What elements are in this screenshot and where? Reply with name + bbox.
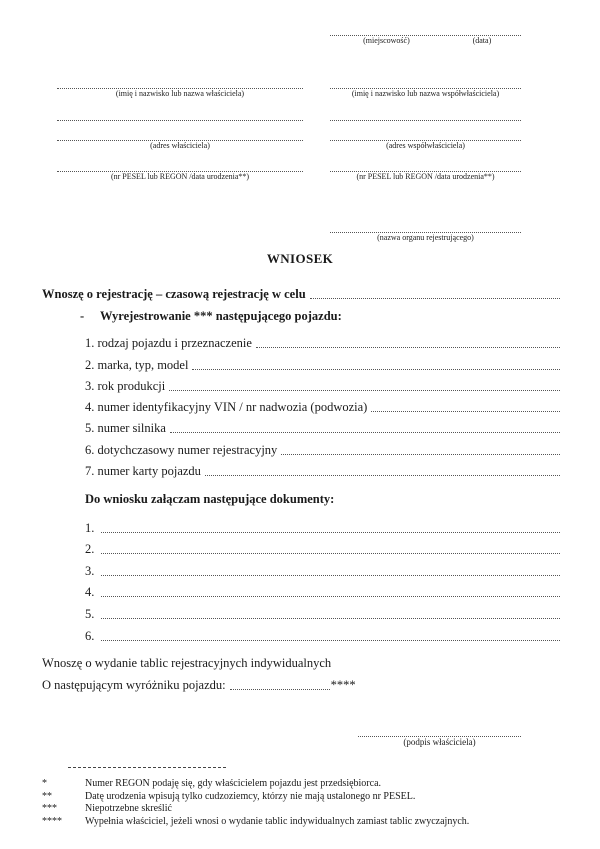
attachment-line-1[interactable]	[101, 532, 560, 533]
request-intro-row	[42, 287, 560, 302]
vehicle-field-row	[85, 373, 560, 394]
vehicle-field-row	[85, 436, 560, 457]
footnote-text: Niepotrzebne skreślić	[85, 803, 172, 815]
owner-id-label: (nr PESEL lub REGON /data urodzenia**)	[110, 172, 250, 181]
vehicle-field-line-4[interactable]	[371, 411, 560, 412]
footnote-marker: ***	[42, 803, 57, 815]
request-purpose-line[interactable]	[310, 298, 560, 299]
attachment-number: 4.	[85, 585, 95, 600]
footnote-marker: **	[42, 790, 52, 802]
subitem-text: Wyrejestrowanie *** następującego pojazdu:	[100, 309, 342, 323]
owner-id-line[interactable]	[57, 165, 303, 172]
attachment-row	[85, 600, 560, 622]
owner-address-line-1[interactable]	[57, 114, 303, 121]
owner-block	[57, 82, 303, 182]
attachment-line-3[interactable]	[101, 575, 560, 576]
vehicle-field-line-5[interactable]	[170, 432, 560, 433]
plates-request-line2	[42, 678, 356, 693]
vehicle-field-row	[85, 458, 560, 479]
vehicle-field-label: 4. numer identyfikacyjny VIN / nr nadwozia (podwozia)	[85, 400, 368, 415]
owner-address-label: (adres właściciela)	[150, 141, 210, 150]
place-label: (miejscowość)	[363, 36, 410, 45]
page-title: WNIOSEK	[266, 251, 334, 266]
vehicle-field-label: 6. dotychczasowy numer rejestracyjny	[85, 442, 278, 457]
footnote-separator	[68, 767, 226, 768]
vehicle-field-label: 7. numer karty pojazdu	[85, 464, 201, 479]
plates-request-line1: Wnoszę o wydanie tablic rejestracyjnych indywidualnych	[42, 656, 332, 670]
vehicle-field-line-7[interactable]	[205, 475, 560, 476]
vehicle-field-label: 5. numer silnika	[85, 421, 166, 436]
attachment-line-6[interactable]	[101, 640, 560, 641]
date-label: (data)	[472, 36, 492, 45]
footnotes	[42, 778, 564, 829]
attachment-number: 6.	[85, 628, 95, 643]
co-owner-id-line[interactable]	[330, 165, 521, 172]
authority-block	[330, 226, 521, 243]
signature-label: (podpis właściciela)	[403, 737, 476, 747]
attachment-number: 3.	[85, 563, 95, 578]
footnote-row	[42, 791, 564, 804]
footnote-marker: ****	[42, 816, 62, 828]
attachment-number: 5.	[85, 606, 95, 621]
plates-request-label: O następującym wyróżniku pojazdu:	[42, 678, 226, 692]
attachment-row	[85, 557, 560, 579]
authority-line[interactable]	[330, 226, 521, 233]
vehicle-field-line-1[interactable]	[256, 347, 560, 348]
vehicle-field-line-6[interactable]	[281, 454, 560, 455]
attachment-line-5[interactable]	[101, 618, 560, 619]
co-owner-block	[330, 82, 521, 182]
attachment-line-4[interactable]	[101, 596, 560, 597]
footnote-row	[42, 816, 564, 829]
attachment-row	[85, 514, 560, 536]
vehicle-field-row	[85, 394, 560, 415]
co-owner-address-label: (adres współwłaściciela)	[386, 141, 465, 150]
authority-label: (nazwa organu rejestrującego)	[377, 233, 474, 242]
co-owner-address-line-1[interactable]	[330, 114, 521, 121]
footnote-row	[42, 803, 564, 816]
owner-name-line[interactable]	[57, 82, 303, 89]
vehicle-field-row	[85, 330, 560, 351]
vehicle-field-label: 2. marka, typ, model	[85, 357, 189, 372]
attachment-number: 2.	[85, 542, 95, 557]
footnote-text: Wypełnia właściciel, jeżeli wnosi o wydanie tablic indywidualnych zamiast tablic zwyczajnych.	[85, 816, 470, 828]
co-owner-name-line[interactable]	[330, 82, 521, 89]
vehicle-field-label: 1. rodzaj pojazdu i przeznaczenie	[85, 336, 252, 351]
vehicle-field-line-2[interactable]	[192, 369, 560, 370]
signature-line[interactable]	[358, 730, 521, 737]
owner-address-line-2[interactable]	[57, 134, 303, 141]
co-owner-address-line-2[interactable]	[330, 134, 521, 141]
attachment-number: 1.	[85, 520, 95, 535]
place-date-block	[330, 29, 521, 46]
footnote-text: Datę urodzenia wpisują tylko cudzoziemcy, którzy nie mają ustalonego nr PESEL.	[85, 790, 416, 802]
footnote-row	[42, 778, 564, 791]
place-date-captions	[330, 36, 521, 46]
request-intro-text: Wnoszę o rejestrację – czasową rejestrację w celu	[42, 287, 306, 301]
plate-distinguisher-line[interactable]	[230, 689, 330, 690]
attachments-heading: Do wniosku załączam następujące dokumenty:	[85, 492, 335, 506]
co-owner-name-label: (imię i nazwisko lub nazwa współwłaściciela)	[351, 89, 500, 98]
attachments-list	[85, 514, 560, 644]
vehicle-field-label: 3. rok produkcji	[85, 378, 166, 393]
co-owner-id-label: (nr PESEL lub REGON /data urodzenia**)	[356, 172, 495, 181]
signature-block	[358, 730, 521, 748]
vehicle-field-line-3[interactable]	[169, 390, 560, 391]
attachment-row	[85, 536, 560, 558]
deregistration-subitem	[80, 309, 342, 324]
subitem-dash: -	[80, 309, 85, 323]
footnote-text: Numer REGON podaję się, gdy właścicielem pojazdu jest przedsiębiorca.	[85, 778, 382, 789]
vehicle-field-row	[85, 415, 560, 436]
vehicle-field-row	[85, 351, 560, 372]
attachment-row	[85, 622, 560, 644]
place-date-line[interactable]	[330, 29, 521, 36]
vehicle-fields-list	[85, 330, 560, 479]
plates-footnote-marker: ****	[330, 678, 356, 692]
footnote-marker: *	[42, 778, 47, 789]
attachment-row	[85, 579, 560, 601]
attachment-line-2[interactable]	[101, 553, 560, 554]
owner-name-label: (imię i nazwisko lub nazwa właściciela)	[115, 89, 245, 98]
